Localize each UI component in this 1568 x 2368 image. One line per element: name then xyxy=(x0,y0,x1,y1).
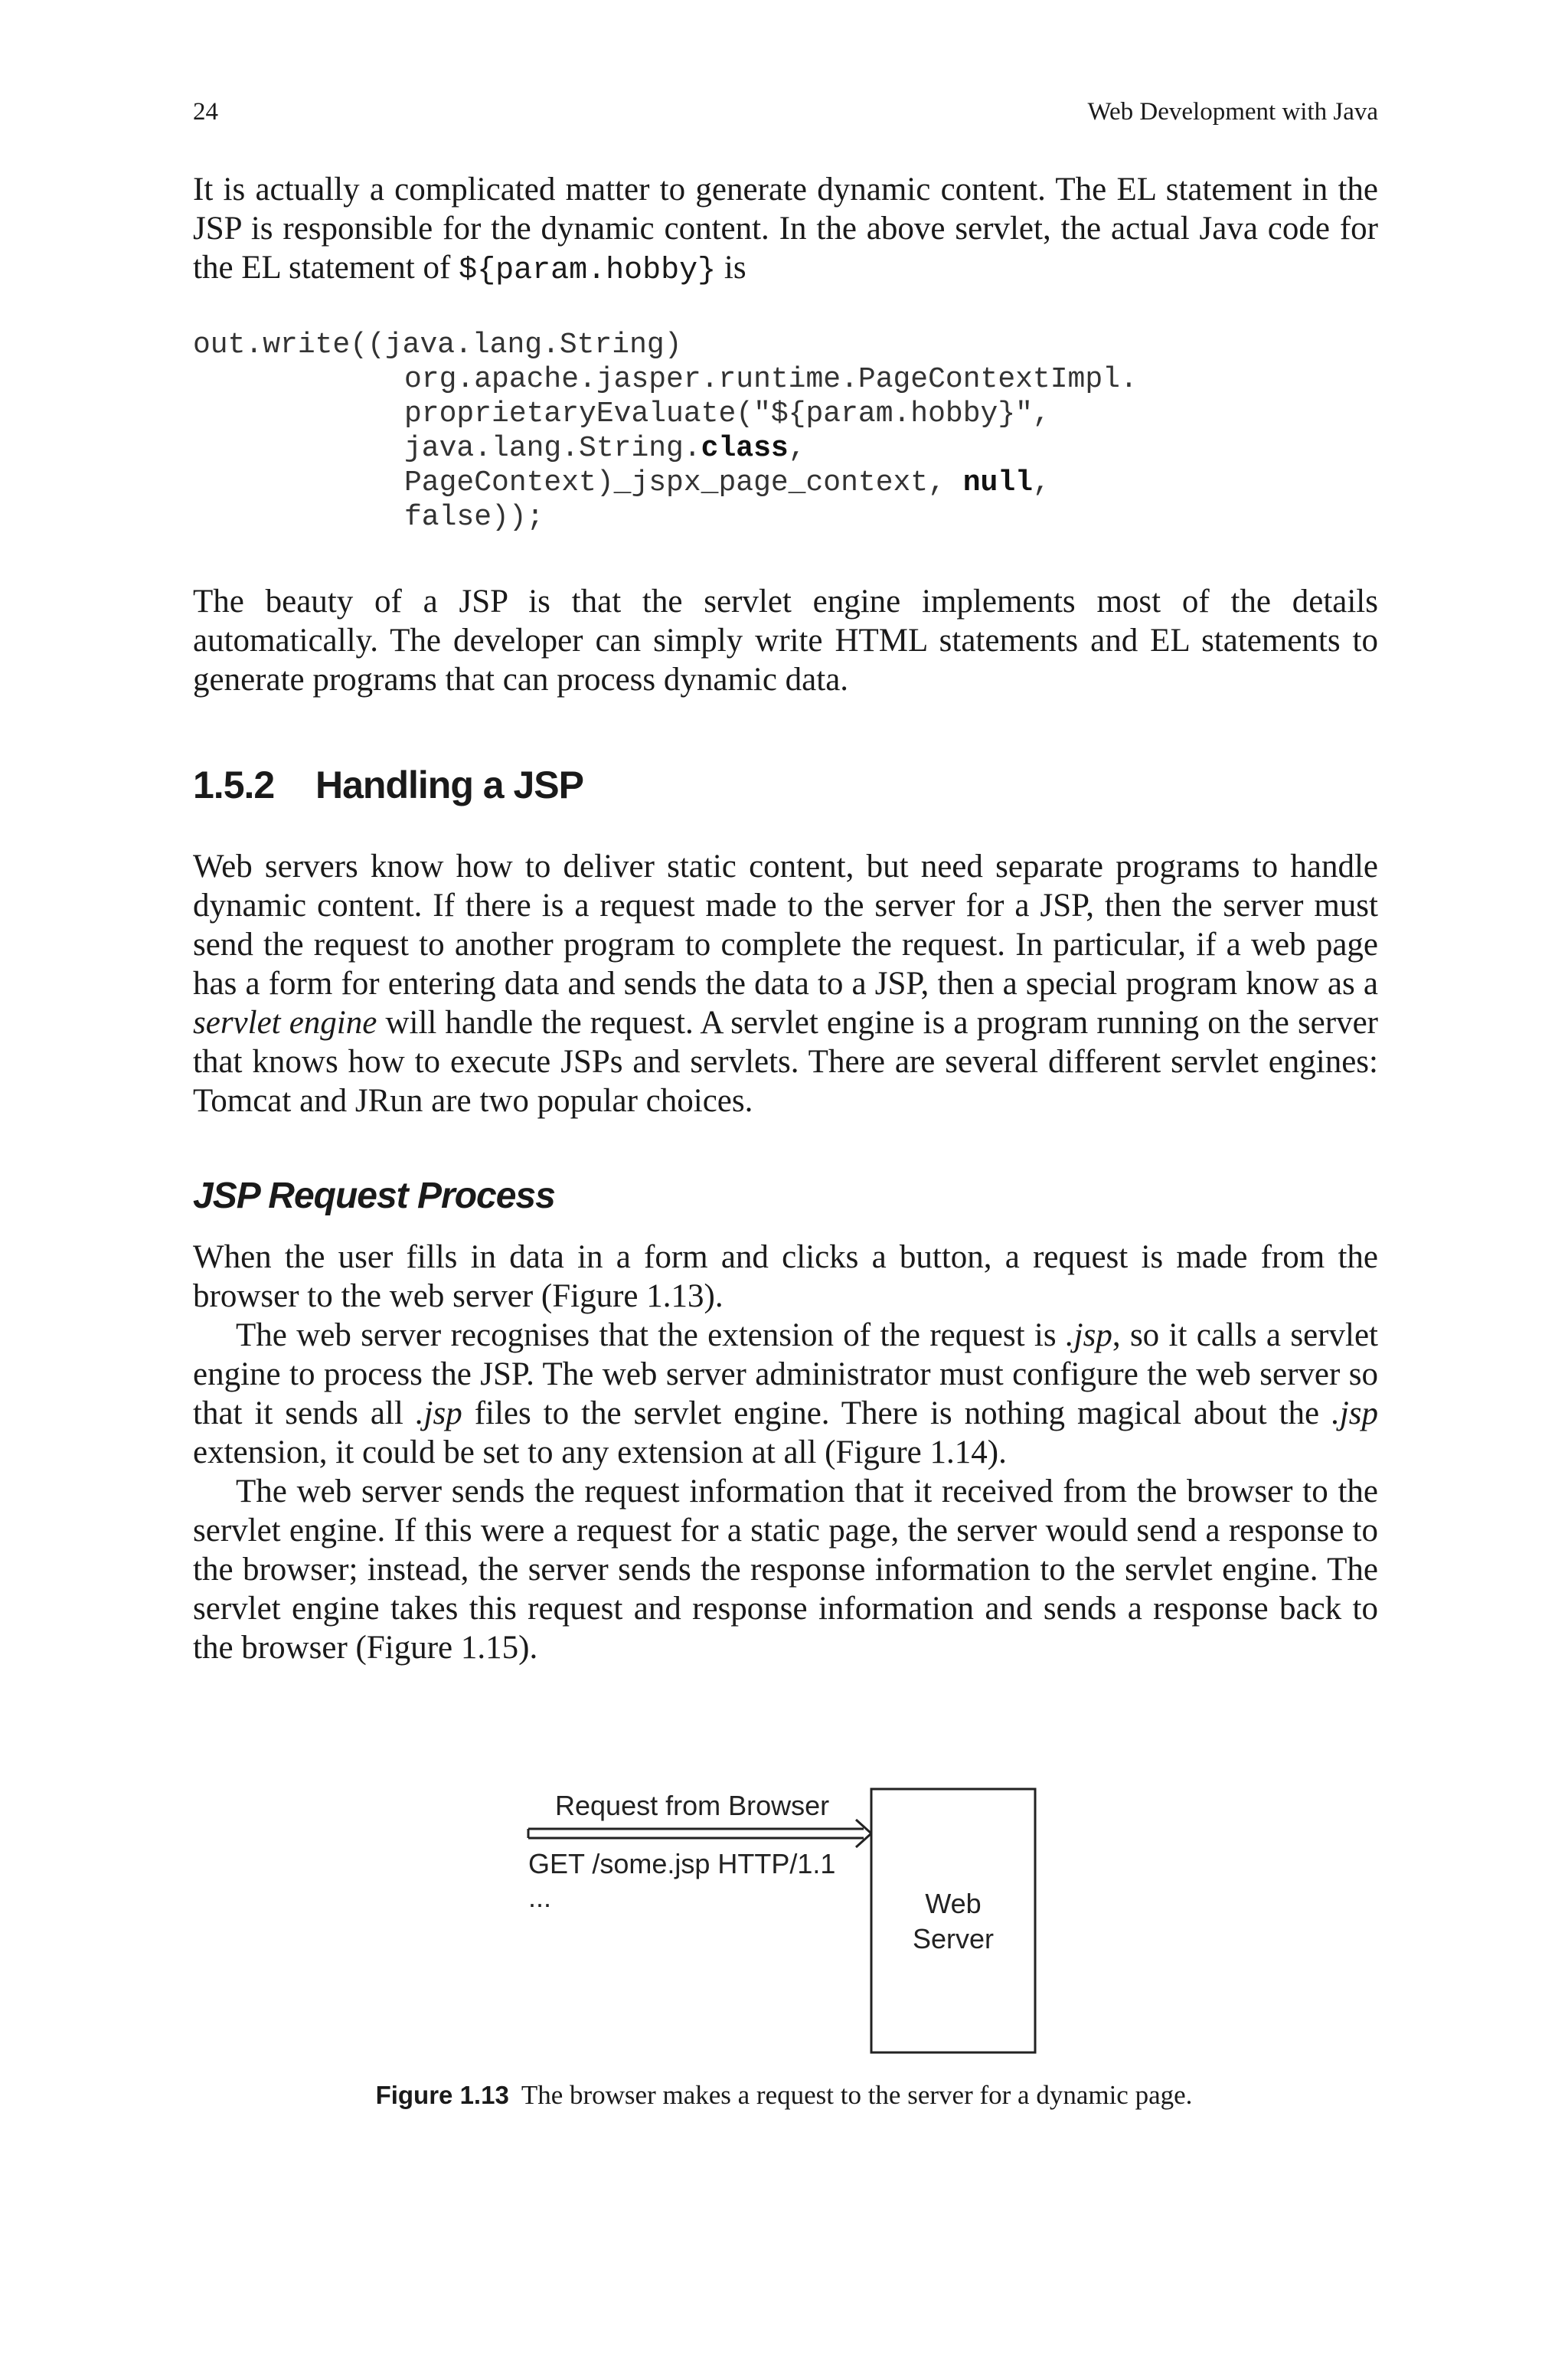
inline-code-param-hobby: ${param.hobby} xyxy=(459,253,717,288)
keyword-null: null xyxy=(962,466,1033,499)
code-line: org.apache.jasper.runtime.PageContextImpl. xyxy=(404,363,1138,396)
request-ellipsis: ... xyxy=(528,1882,552,1913)
paragraph-intro xyxy=(193,170,1378,290)
paragraph-el-statement: It is actually a complicated matter to generate dynamic content. The EL statement in the JSP is responsible for the dynamic content. In the above servlet, the actual Java code for the EL statement of ${param.hobby} is xyxy=(193,172,1378,288)
paragraph-handling: Web servers know how to deliver static content, but need separate programs to handle dynamic content. If there is a request made to the server for a JSP, then the server must send the request to another program to complete the request. In particular, if a web page has a form for entering data and sends the data to a JSP, then a special program know as a servlet engine will handle the request. A servlet engine is a program running on the server that knows how to execute JSPs and servlets. There are several different servlet engines: Tomcat and JRun are two popular choices. xyxy=(193,849,1378,1119)
running-title: Web Development with Java xyxy=(1087,98,1378,126)
term-servlet-engine: servlet engine xyxy=(193,1005,377,1041)
section-title: Handling a JSP xyxy=(315,764,583,806)
section-number: 1.5.2 xyxy=(193,764,275,806)
code-line: out.write((java.lang.String) xyxy=(193,329,682,361)
code-line: false)); xyxy=(404,501,544,534)
code-line: PageContext)_jspx_page_context, null, xyxy=(404,466,1050,499)
figure-caption xyxy=(0,2080,1568,2111)
web-server-box xyxy=(871,1789,1035,2052)
running-head xyxy=(193,98,1378,144)
figure-1-13 xyxy=(0,1761,1568,2129)
section-heading xyxy=(193,763,583,807)
paragraph-response: The web server sends the request information that it received from the browser to the servlet engine. If this were a request for a static page, the server would send a response to the browser; instead, the server sends the response information to the servlet engine. The servlet engine takes this request and response information and sends a response back to the browser (Figure 1.15). xyxy=(193,1473,1378,1666)
request-diagram xyxy=(0,1761,1568,2129)
subsection-heading: JSP Request Process xyxy=(193,1176,555,1216)
server-label-line2: Server xyxy=(912,1923,995,1954)
paragraph-request: When the user fills in data in a form and clicks a button, a request is made from the browser to the web server (Figure 1.13). xyxy=(193,1239,1378,1314)
paragraph-extension: The web server recognises that the extension of the request is .jsp, so it calls a servlet engine to process the JSP. The web server administrator must configure the web server so that it sends all .jsp files to the servlet engine. There is nothing magical about the .jsp extension, it could be set to any extension at all (Figure 1.14). xyxy=(193,1317,1378,1470)
request-line: GET /some.jsp HTTP/1.1 xyxy=(528,1848,836,1879)
arrow-label: Request from Browser xyxy=(555,1790,830,1821)
code-line: java.lang.String.class, xyxy=(404,432,806,465)
code-line: proprietaryEvaluate("${param.hobby}", xyxy=(404,397,1050,430)
keyword-class: class xyxy=(701,432,789,465)
caption-label: Figure 1.13 xyxy=(375,2081,509,2109)
page-number: 24 xyxy=(193,98,218,126)
code-listing xyxy=(193,328,1378,535)
paragraph-beauty: The beauty of a JSP is that the servlet engine implements most of the details automatically. The developer can simply write HTML statements and EL statements to generate programs that can process dynamic data. xyxy=(193,584,1378,698)
request-arrow xyxy=(528,1820,871,1847)
request-process-text xyxy=(193,1238,1378,1667)
caption-text: The browser makes a request to the server for a dynamic page. xyxy=(521,2080,1193,2110)
server-label-line1: Web xyxy=(925,1888,982,1919)
